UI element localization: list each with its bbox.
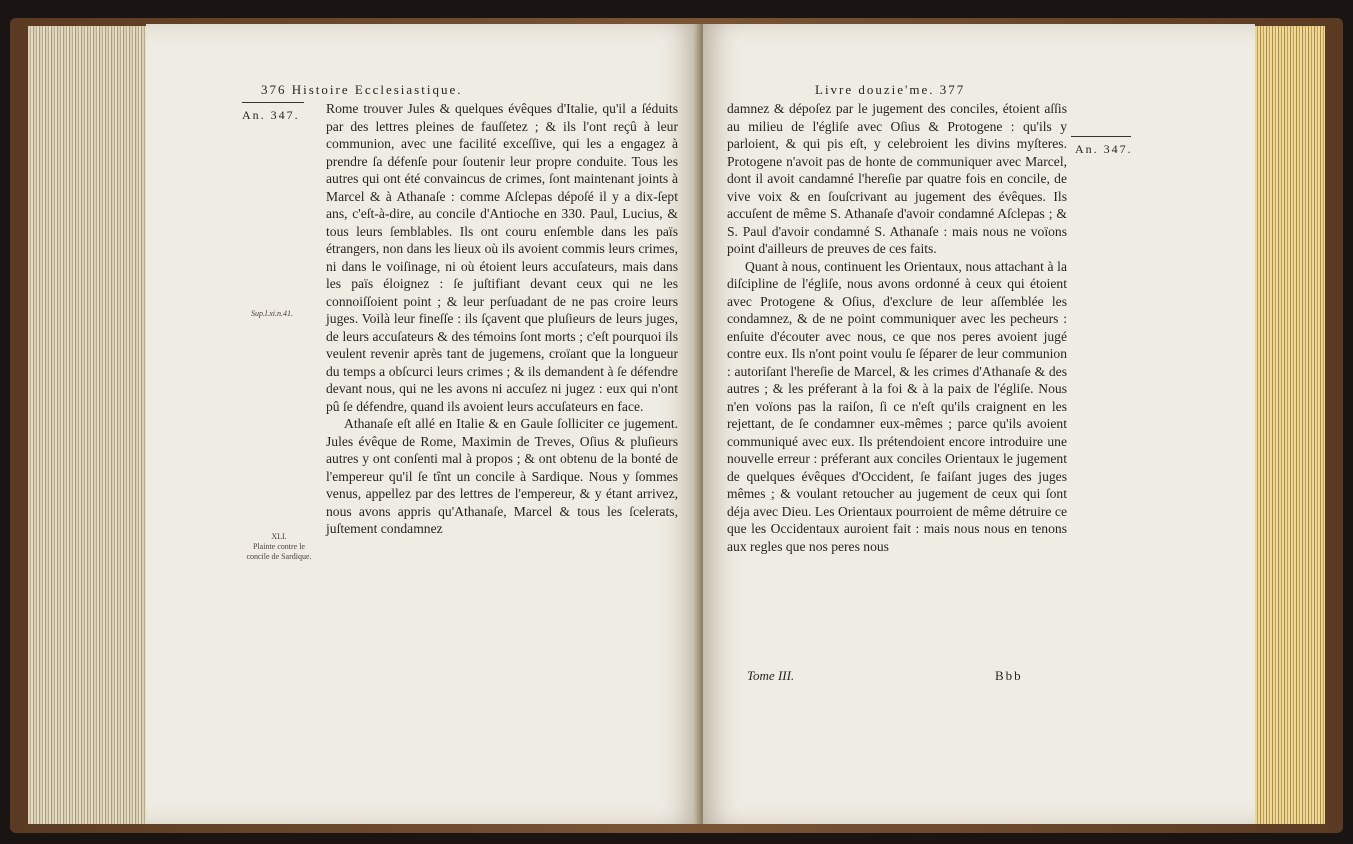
left-page-edges [28, 26, 154, 824]
left-margin-reference: Sup.l.xi.n.41. [251, 309, 293, 318]
left-running-head: 376 Histoire Ecclesiastique. [261, 82, 463, 97]
left-paragraph-2: Athanaſe eſt allé en Italie & en Gaule ſolliciter ce jugement. Jules évêque de Rome, Maximin de Treves, Oſius & pluſieurs autres y ont conſenti mal à propos ; & ont obtenu de la bonté de l'empereur qu'il ſe tînt un concile à Sardique. Nous y ſommes venus, appellez par des lettres de l'empereur, & y étant arrivez, nous avons appris qu'Athanaſe, Marcel & tous les ſcelerats, juſtement condamnez [326, 416, 678, 536]
section-note: Plainte contre le concile de Sardique. [246, 542, 312, 561]
left-margin-rule [242, 102, 304, 103]
right-margin-year: An. 347. [1075, 142, 1133, 156]
right-body-text [727, 100, 1067, 555]
left-body-text [326, 100, 678, 538]
left-page [146, 24, 697, 824]
footer-volume: Tome III. [747, 668, 795, 683]
right-margin-rule [1071, 136, 1131, 137]
section-number: XLI. [271, 532, 287, 541]
left-paragraph-1: Rome trouver Jules & quelques évêques d'Italie, qu'il a ſéduits par des lettres pleines de fauſſetez ; & ils l'ont reçû à leur communion, avec une facilité exceſſive, qui les a engagez à prendre ſa défenſe pour ſoutenir leur propre conduite. Tous les autres qui ont été convaincus de crimes, ſont maintenant joints à Marcel & à Athanaſe : comme Aſclepas dépoſé il y a dix-ſept ans, c'eſt-à-dire, au concile d'Antioche en 330. Paul, Lucius, & tous leurs ſemblables. Ils ont couru enſemble dans les païs étrangers, non dans les lieux où ils avoient commis leurs crimes, ni dans le voiſinage, ni où étoient leurs accuſateurs, mais dans les païs éloignez : ſe juſtifiant devant ceux qui ne les connoiſſoient point ; & leur perſuadant de ne pas croire leurs juges. Voilà leur fineſſe : ils ſçavent que pluſieurs de leurs juges, de leurs accuſateurs & des témoins ſont morts ; c'eſt pourquoi ils veulent revenir après tant de jugemens, croïant que la longueur du temps a obſcurci leurs crimes ; & ils demandent à ſe défendre devant nous, qui ne les avons ni accuſez ni jugez : eux qui n'ont pû ſe défendre, quand ils avoient leurs accuſateurs en face. [326, 101, 678, 414]
footer-signature: Bbb [995, 668, 1023, 683]
open-book [10, 18, 1343, 833]
right-running-head: Livre douzie'me. 377 [815, 82, 966, 97]
right-page [703, 24, 1255, 824]
right-paragraph-1: damnez & dépoſez par le jugement des conciles, étoient aſſis au milieu de l'égliſe avec Oſius & Protogene : qu'ils y parloient, & qui pis eſt, y celebroient les divins myſteres. Protogene n'avoit pas de honte de communiquer avec Marcel, dont il avoit candamné l'hereſie par quatre fois en concile, de vive voix & en ſouſcrivant au jugement des évêques. Ils accuſent de même S. Athanaſe d'avoir condamné Aſclepas ; & S. Paul d'avoir condamné S. Athanaſe : mais nous ne voïons point d'ailleurs de preuves de ces faits. [727, 101, 1067, 256]
right-paragraph-2: Quant à nous, continuent les Orientaux, nous attachant à la diſcipline de l'égliſe, nous avons ordonné à ceux qui étoient avec Protogene & Oſius, d'exclure de leur aſſemblée les condamnez, & de ne point communiquer avec les pecheurs : enſuite d'écouter avec nous, ce que nos peres avoient jugé contre eux. Ils n'ont point voulu ſe ſéparer de leur communion : autoriſant l'hereſie de Marcel, & les crimes d'Athanaſe & des autres ; & les préferant à la foi & à la paix de l'égliſe. Nous n'en voïons pas la raiſon, ſi ce n'eſt qu'ils craignent en les rejettant, de ſe condamner eux-mêmes ; parce qu'ils avoient communiqué avec eux. Ils prétendoient encore introduire une nouvelle erreur : préferant aux conciles Orientaux le jugement de quelques évêques d'Occident, ſe faiſant juges des juges mêmes ; & voulant retoucher au jugement de ceux qui ſont déja avec Dieu. Les Orientaux pourroient de même détruire ce que les Occidentaux auroient fait : mais nous nous en tenons aux regles que nos peres nous [727, 258, 1067, 554]
left-margin-year: An. 347. [242, 108, 300, 122]
right-page-edges [1255, 26, 1325, 824]
